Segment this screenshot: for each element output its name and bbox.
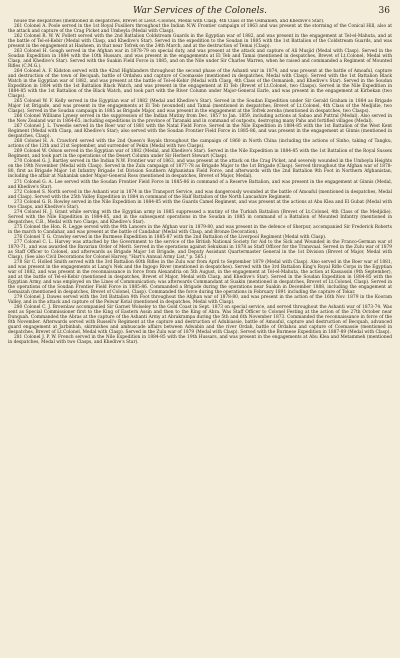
footnote-paragraph: 271 Colonel G. A. Lee served with the Soudan Frontier Field Force in 1885-86 in command of a Reserve Battalion, and was present in the engagement at Ginnis (Medal, and Khedive's Star). bbox=[8, 179, 392, 190]
footnote-paragraph: 274 Colonel H. J. Grant while serving with the Egyptian army in 1885 suppressed a mutiny of the Turkish Battalion (Brevet of Lt.Colonel, 4th Class of the Medjidie). Served with the Nile Expedition in 1884-85, and in the subsequent operations in the Soudan in 1885 in command of a Battalion of Mounted Infantry (mentioned in despatches, C.B., Medal with two Clasps, and Khedive's Star). bbox=[8, 209, 392, 225]
footnote-paragraph: 269 Colonel W. Odson served in the Egyptian war of 1882 (Medal, and Khedive's Star). Served in the Nile Expedition in 1884-85 with the 1st Battalion of the Royal Sussex Regiment, and took part in the operations of the Desert Column under Sir Herbert Stewart (Clasp). bbox=[8, 149, 392, 160]
footnote-paragraph: 275 Colonel the Hon. R. Legge served with the 9th Lancers in the Afghan war in 1879-80, and was present in the defence of Sherpur, accompanied Sir Frederick Roberts in the march to Candahar, and was present at the battle of Candahar (Medal with Clasp, and Bronze Decoration). bbox=[8, 224, 392, 235]
footnote-paragraph: house the despatches (mentioned in despatches, Brevet of Lieut.-Colonel, Medal with Clasp, 4th Class of the Osmanieh, and Khedive's Star). bbox=[14, 19, 325, 24]
page-header bbox=[8, 4, 392, 18]
running-title: War Services of the Colonels. bbox=[133, 6, 267, 16]
footnote-paragraph: 277 Colonel C. L. Harvey was attached by the Government to the service of the British National Society for Aid to the Sick and Wounded in the Franco-German war of 1870-71, and was awarded the Bavarian Order of Merit. Served in the operations against Sekukuni in 1878 as Staff Officer for the Transvaal. Served in the Zulu war of 1879 as Staff Officer to Colonel, and afterwards as Brigade Major 1st Brigade, and Deputy Assistant Quartermaster General in the 1st Division (Brevet of Major, Medal with Clasp). (See also Civil Decorations for Colonel Harvey, "Hart's Annual Army List," p. 565.) bbox=[8, 239, 392, 260]
footnote-paragraph: 266 Colonel Williams Lynesy served in the suppression of the Indian Mutiny from Dec. 1857 to Jan. 1859, including actions at Sabao and Puttral (Medal). Also served in the New Zealand war in 1864-65, including expeditions in the province of Taranaki and in command of outposts, destroying many Pahs and fortified villages (Medal). bbox=[8, 114, 392, 125]
footnote-paragraph: 273 Colonel G. R. Rowley served in the Nile Expedition in 1884-85 with the Guards Camel Regiment, and was present at the actions at Abu Klea and El Gubat (Medal with two Clasps, and Khedive's Star). bbox=[8, 199, 392, 210]
footnote-paragraph: 263 Colonel H. Gough served in the Afghan war in 1878-79 on special duty, and was present at the attack and capture of Ali Musjid (Medal with Clasp). Served in the Soudan Expedition in 1884 with the 10th Hussars, and was present in the engagements at El Teb and Tamai (mentioned in despatches, Brevet of Lt.Colonel, Medal with Clasp, and Khedive's Star). Served with the Suakin Field Force in 1885, and on the Nile under Sir Charles Warren, when he raised and commanded a Regiment of Mounted Rifles (C.M.G.). bbox=[8, 49, 392, 70]
page-number: 36 bbox=[378, 6, 390, 16]
footnote-paragraph: 278 Sir C. Holled Smith served with the 3rd Battalion 60th Rifles in the Zulu war from April to September 1879 (Medal with Clasp). Also served in the Boer war of 1881, and was present in the engagements at Lang's Nek and the Ingogo River (mentioned in despatches). Served with the 3rd Battalion King's Royal Rifle Corps in the Egyptian war of 1882, and was present in the reconnaissance in force from Alexandria on 5th August, in the engagement at Tel-el-Mahuta, the action at Kassassin (9th September), and at the battle of Tel-el-Kebir (mentioned in despatches, Brevet of Major, Medal with Clasp, and Khedive's Star). Served in the Soudan Expedition in 1884-85 with the Egyptian Army, and was employed on the Lines of Communication; was afterwards Commandant at Suakin (mentioned in despatches, Brevet of Lt.Colonel, Clasp). Served in the operations of the Soudan Frontier Field Force in 1885-86. Commanded a Brigade during the operations near Suakin in December 1888, including the engagement at Gemaizah (mentioned in despatches, Brevet of Colonel, Clasp). Commanded the force during the operations in February 1891 including the capture of Tokar. bbox=[8, 259, 392, 295]
footnote-paragraph: 270 Colonel G. J. Bartley served in the Indian N.W. Frontier war of 1863, and was present at the attack on the Crag Picket, and severely wounded in the Umbeyla Heights on the 19th November (Medal with Clasp). Served in the Zulu campaign of 1877-78 as Brigade Major to the 1st Brigade (Clasp). Served throughout the Afghan war of 1878-80, first as Brigade Major 1st Infantry Brigade 1st Division Southern Afghanistan Field Force, and afterwards with the 2nd Battalion 9th Foot in Northern Afghanistan, including the affair at Nahanlak under Major-General Ross (mentioned in despatches, Brevet of Major, Medal). bbox=[8, 159, 392, 180]
footnote-paragraph: 262 Colonel R. W. W. Follett served with the 2nd Battalion Coldstream Guards in the Egyptian war of 1882, and was present in the engagement at Tel-el-Mahuta, and at the battle of Tel-el-Kebir (Medal with Clasp, and Khedive's Star). Served in the expedition to the Soudan in 1885 with the 1st Battalion of the Coldstream Guards, and was present in the engagement at Hasheen, in that near Tofrek on the 24th March, and at the destruction of Temai (Clasp). bbox=[8, 34, 392, 50]
footnote-paragraph: 265 Colonel W. F. Kelly served in the Egyptian war of 1882 (Medal and Khedive's Star). Served in the Soudan Expedition under Sir Gerald Graham in 1884 as Brigade Major 1st Brigade, and was present in the engagements at El Teb (wounded) and Tamai (mentioned in despatches, Brevet of Lt.Colonel, 4th Class of the Medjidie, two Clasps). Served in the Soudan campaign in 1885 as Brigade Major, and was present in the engagement at the Tofrek zereba (mentioned in despatches, two Clasps). bbox=[8, 99, 392, 115]
footnote-paragraph: 267 Colonel J. L. Tweedie served in the Boer war of 1881 with the Natal Field Force. Served in the Nile Expedition in 1884-85 with the 1st Battalion of the West Kent Regiment (Medal with Clasp, and Khedive's Star); also served with the Soudan Frontier Field Force in 1885-86, and was present in the engagement at Ginnis (mentioned in despatches, Clasp). bbox=[8, 124, 392, 140]
footnote-paragraph: 279 Colonel J. Dawes served with the 3rd Battalion 9th Foot throughout the Afghan war of 1878-80, and was present in the action of the 16th Nov. 1879 in the Kooram Valley, and in the attack and capture of the Peiwar Kotal (mentioned in despatches, Medal with Clasp). bbox=[8, 294, 392, 305]
footnote-paragraph: 268 Colonel H. A. Crawford served with the 2nd Queen's Royals throughout the campaign of 1860 in North China (including the actions of Sinho, taking of Tangku, actions of the 12th and 21st September, and surrender of Pekin (Medal with two Clasps). bbox=[8, 139, 392, 150]
footnote-paragraph: 264 Colonel A. F. Kidston served with the 42nd Highlanders throughout the second phase of the Ashanti war in 1874, and was present at the battle of Amoaful, capture and destruction of the town of Becquah, battle of Ordahsu and capture of Coomassie (mentioned in despatches, Medal with Clasp). Served with the 1st Battalion Black Watch in the Egyptian war of 1882, and was present at the battle of Tel-el-Kebir (Medal with Clasp, 4th Class of the Osmanieh, and Khedive's Star). Served in the Soudan Expedition in 1884 with the 1st Battalion Black Watch, and was present in the engagement at El Teb (Brevet of Lt.Colonel, two Clasps). Served in the Nile Expedition in 1884-85 with the 1st Battalion of the Black Watch, and took part with the River Column under Major-General Earle, and was present in the engagement at Kirbekan (two Clasps). bbox=[8, 69, 392, 100]
body-text bbox=[8, 19, 392, 657]
footnote-paragraph: 281 Colonel J. P. W. French served in the Nile Expedition in 1884-85 with the 19th Hussars, and was present in the engagements at Abu Klea and Metammeh (mentioned in despatches, Medal with two Clasps, and Khedive's Star). bbox=[8, 334, 392, 345]
footnote-paragraph: 261 Colonel A. Poole served in the 1st Royal Fusiliers throughout the Indian N.W. Frontier campaign of 1863 and was present at the storming of the Conical Hill, also at the attack and capture of the Crag Picket and Umbeyla (Medal with Clasp). bbox=[8, 24, 392, 35]
footnote-paragraph: 280 Colonel C. J. Brownlaw accompanied Sir Garnet Wolseley to the Gold Coast in Sept. 1873 on special service, and served throughout the Ashanti war of 1873-74. Was sent as Special Commissioner first to the King of Eastern Assin and then to the King of Abra. Was Staff Officer to Colonel Festing at the action of the 27th October near Dunquah. Commanded the Abras at the capture of the Ashanti Army at Abrakrampa during the 5th and 6th November 1873. Commanded the reconnaissance in force of the 8th November. Afterwards served with Russell's Regiment at the capture and destruction of Adubiassie, battle of Amoaful, capture and destruction of Becquah, advanced guard engagement at Jarbinbah, skirmishes and ambuscade affairs between Adwabin and the river Ordah, battle of Ordahsu and capture of Coomassie (mentioned in despatches, Brevet of Lt.Colonel, Medal with Clasp). Served in the Zulu war of 1879 (Medal with Clasp). Served with the Burmese Expedition in 1887-89 (Medal with Clasp). bbox=[8, 304, 392, 335]
footnote-paragraph: 272 Colonel S. North served in the Ashanti war in 1874 in the Transport Service, and was dangerously wounded at the battle of Amoaful (mentioned in despatches, Medal and Clasp). Served with the 25th Valley Expedition in 1884 in command of the Half Battalion of the North Lancashire Regiment. bbox=[8, 189, 392, 200]
footnote-paragraph: 276 Colonel T. G. Crawley served in the Burmese Expedition in 1885-87 with the 2nd Battalion of the Liverpool Regiment (Medal with Clasp). bbox=[14, 234, 327, 240]
